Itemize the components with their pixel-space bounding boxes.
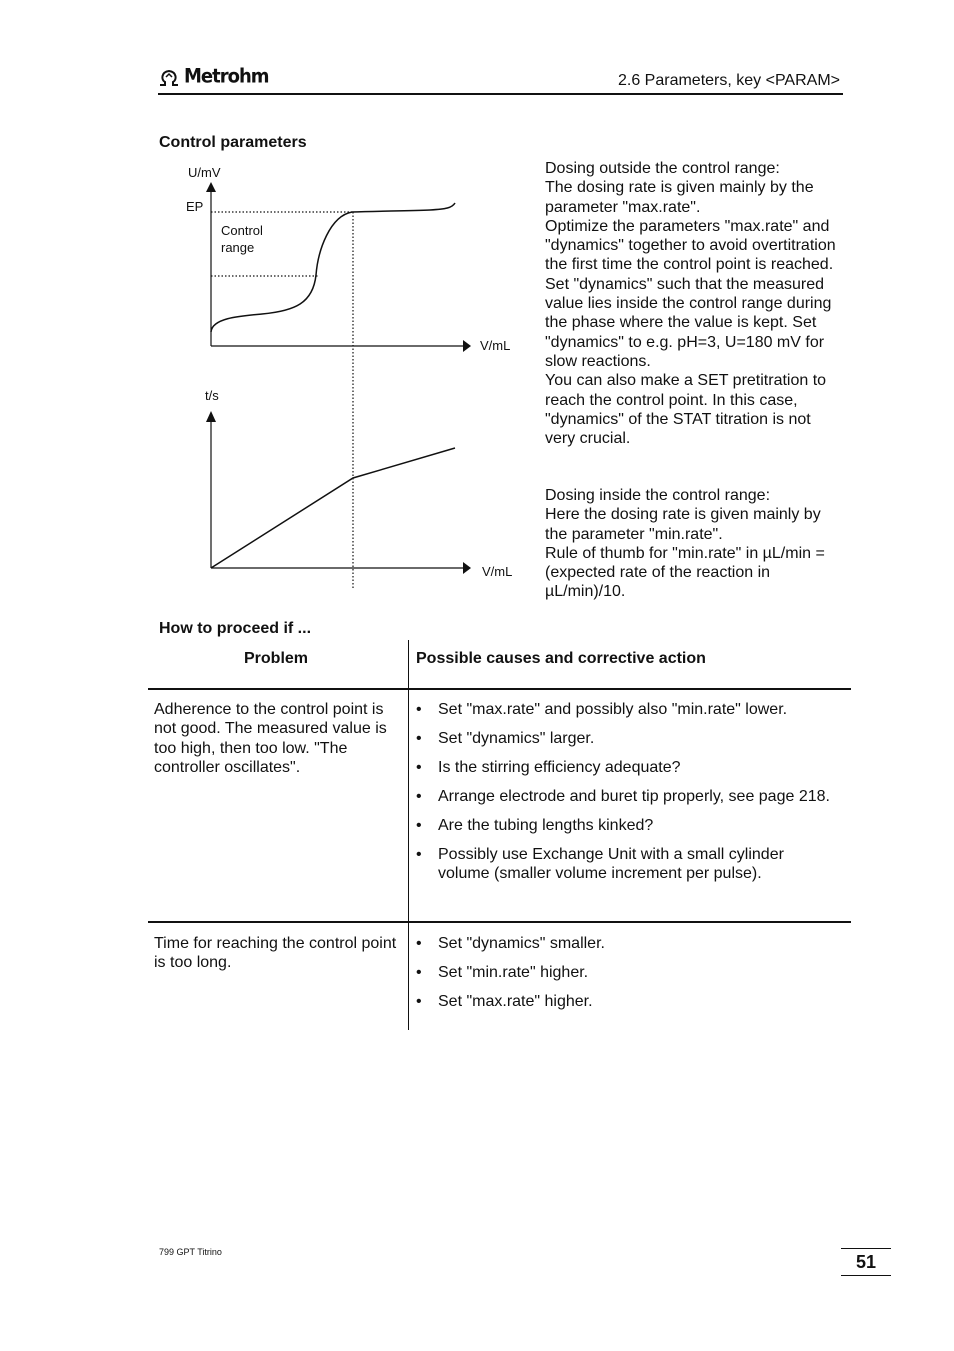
control-description-block-2 xyxy=(545,486,845,602)
ts-axis-label: t/s xyxy=(205,388,219,403)
paragraph: Rule of thumb for "min.rate" in µL/min = (expected rate of the reaction in µL/min)/10. xyxy=(545,544,825,601)
paragraph: Here the dosing rate is given mainly by the parameter "min.rate". xyxy=(545,506,821,543)
paragraph: Dosing inside the control range: xyxy=(545,487,771,504)
bottom-x-axis-label: V/mL xyxy=(482,564,513,579)
top-x-arrow xyxy=(463,340,471,352)
list-item: • Is the stirring efficiency adequate? xyxy=(416,758,836,777)
header-rule xyxy=(158,93,843,95)
bottom-x-arrow xyxy=(463,562,471,574)
list-item: • Set "max.rate" higher. xyxy=(416,992,836,1011)
control-description-block-1 xyxy=(545,159,845,448)
paragraph: Dosing outside the control range: xyxy=(545,160,780,177)
how-to-proceed-title: How to proceed if ... xyxy=(159,620,312,637)
action-column-header: Possible causes and corrective action xyxy=(416,650,706,667)
table-row-actions xyxy=(416,934,836,1021)
table-row-problem: Time for reaching the control point is too long. xyxy=(154,935,397,972)
list-item: • Set "dynamics" smaller. xyxy=(416,934,836,953)
control-diagram xyxy=(170,158,530,588)
logo-text: Metrohm xyxy=(184,64,269,89)
paragraph: You can also make a SET pretitration to reach the control point. In this case, "dynamics" of the STAT titration is not very crucial. xyxy=(545,372,827,448)
header-section-title: 2.6 Parameters, key <PARAM> xyxy=(617,72,840,89)
paragraph: Set "dynamics" such that the measured value lies inside the control range during the phase where the value is kept. Set "dynamics" to e.g. pH=3, U=180 mV for slow reactions. xyxy=(545,275,832,370)
top-y-arrow xyxy=(206,182,216,192)
metrohm-logo xyxy=(158,66,269,87)
page-number: 51 xyxy=(855,1252,877,1272)
table-row-actions xyxy=(416,700,836,893)
list-item: • Arrange electrode and buret tip properly, see page 218. xyxy=(416,787,836,806)
top-x-axis-label: V/mL xyxy=(480,338,511,353)
time-curve xyxy=(211,448,455,568)
list-item: • Set "max.rate" and possibly also "min.rate" lower. xyxy=(416,700,836,719)
paragraph: The dosing rate is given mainly by the parameter "max.rate". xyxy=(545,179,814,216)
list-item: • Set "min.rate" higher. xyxy=(416,963,836,982)
table-column-divider xyxy=(408,640,409,1030)
ep-label: EP xyxy=(186,199,204,214)
metrohm-omega-icon xyxy=(158,68,180,86)
list-item: • Are the tubing lengths kinked? xyxy=(416,816,836,835)
control-range-label-1: Control xyxy=(221,223,263,238)
bottom-y-arrow xyxy=(206,411,216,422)
table-row-problem: Adherence to the control point is not good. The measured value is too high, then too low. "The controller oscillates". xyxy=(154,701,387,776)
table-header-rule xyxy=(148,688,851,690)
control-parameters-title: Control parameters xyxy=(159,134,307,151)
list-item: • Possibly use Exchange Unit with a small cylinder volume (smaller volume increment per pulse). xyxy=(416,845,836,884)
table-row-rule xyxy=(148,921,851,923)
problem-column-header: Problem xyxy=(244,650,309,667)
control-range-label-2: range xyxy=(221,240,255,255)
list-item: • Set "dynamics" larger. xyxy=(416,729,836,748)
footer-model: 799 GPT Titrino xyxy=(159,1247,222,1257)
paragraph: Optimize the parameters "max.rate" and "dynamics" together to avoid overtitration the first time the control point is reached. xyxy=(545,217,836,274)
umv-axis-label: U/mV xyxy=(188,165,221,180)
